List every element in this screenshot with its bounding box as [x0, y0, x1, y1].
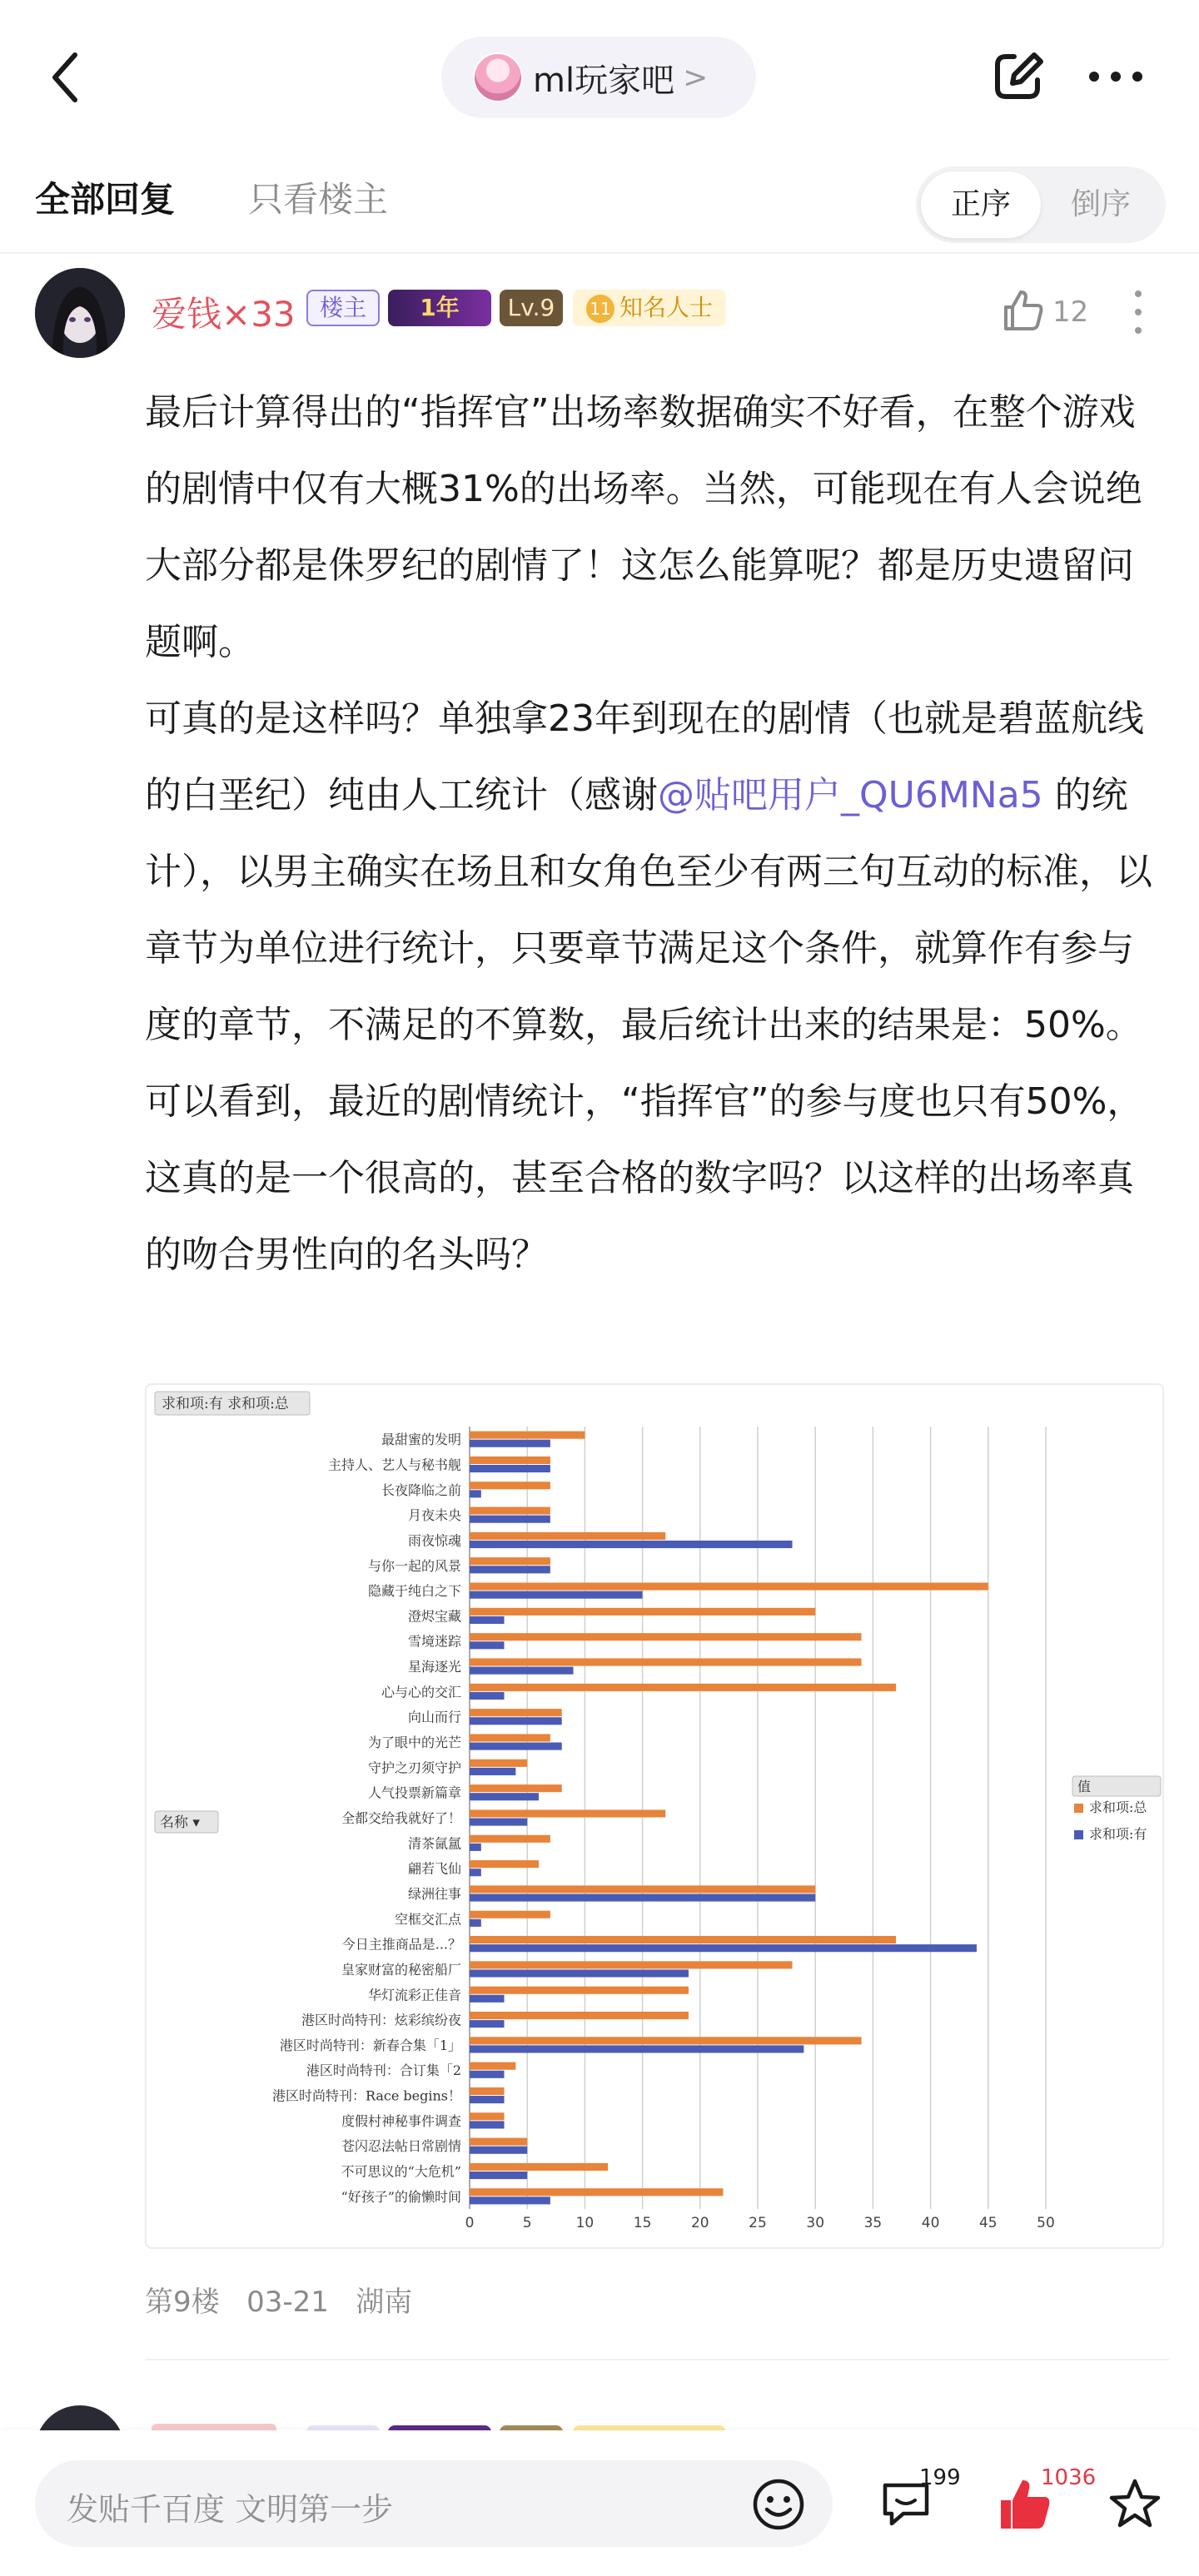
chart-bar-has	[470, 2045, 803, 2052]
chart-category-label: 苍闪忍法帖日常剧情	[341, 2138, 461, 2155]
chart-category-label: 长夜降临之前	[381, 1482, 461, 1498]
paragraph-2-text-a: 可真的是这样吗？单独拿23年到现在的剧情（也就是碧蓝航线的白垩纪）纯由人工统计（感谢	[145, 697, 1144, 816]
chart-bar-has	[470, 1667, 574, 1675]
chart-category-label: 人气投票新篇章	[367, 1784, 461, 1801]
chart-bar-total	[470, 1784, 562, 1792]
chart-x-tick: 5	[522, 2215, 532, 2231]
chart-legend-swatch	[1074, 1804, 1083, 1813]
chart-bar-total	[470, 1835, 550, 1843]
chart-bar-total	[470, 1608, 815, 1616]
divider	[0, 252, 1199, 254]
chart-category-label: 隐藏于纯白之下	[367, 1583, 461, 1600]
chart-bar-total	[470, 1961, 793, 1968]
forum-pill[interactable]	[441, 37, 756, 118]
chart-bar-has	[470, 1743, 562, 1750]
chart-category-label: 主持人、艺人与秘书舰	[327, 1457, 461, 1473]
chart-bar-total	[470, 1860, 539, 1868]
chart-category-label: “好孩子”的偷懒时间	[341, 2188, 461, 2205]
chart-x-tick: 20	[690, 2215, 709, 2231]
chart-category-label: 心与心的交汇	[381, 1684, 461, 1700]
chart-category-label: 皇家财富的秘密船厂	[341, 1961, 461, 1978]
post-body	[145, 375, 1169, 1293]
chart-x-tick: 50	[1037, 2215, 1055, 2231]
paragraph-3: 可以看到，最近的剧情统计，“指挥官”的参与度也只有50%，这真的是一个很高的，甚至合格的数字吗？以这样的出场率真的吻合男性向的名头吗？	[145, 1080, 1144, 1276]
year-badge: 1年	[388, 290, 491, 326]
chart-category-label: 雨夜惊魂	[407, 1532, 461, 1549]
chart-category-label: 守护之刃须守护	[367, 1760, 461, 1776]
chart-category-label: 向山而行	[407, 1709, 461, 1725]
floor-number: 第9楼	[145, 2286, 220, 2319]
chart-bar-has	[470, 1919, 481, 1927]
sort-toggle	[916, 166, 1166, 243]
chart-x-tick: 10	[575, 2215, 595, 2231]
divider	[145, 2359, 1169, 2360]
chart-bar-total	[470, 2062, 515, 2070]
chart-bar-has	[470, 2121, 505, 2128]
chart-filter-label: 求和项:有 求和项:总	[162, 1396, 289, 1412]
chart-x-tick: 25	[749, 2215, 767, 2231]
chart-bar-total	[470, 1532, 665, 1540]
chart-bar-has	[470, 1541, 793, 1548]
reply-tabs	[0, 154, 1199, 254]
chart-bar-has	[470, 1869, 481, 1876]
reply-placeholder: 发贴千百度 文明第一步	[67, 2491, 394, 2528]
chart-bar-total	[470, 1987, 689, 1994]
chart-category-label: 星海逐光	[407, 1659, 461, 1675]
chart-axis-field-label: 名称 ▾	[160, 1814, 200, 1831]
chart-bar-has	[470, 1465, 550, 1472]
level-badge: Lv.9	[500, 290, 563, 326]
chart-category-label: 最甜蜜的发明	[381, 1432, 461, 1448]
chart-bar-has	[470, 1616, 505, 1624]
chart-bar-has	[470, 2171, 527, 2179]
chart-bar-total	[470, 1936, 896, 1943]
star-icon[interactable]	[1107, 2477, 1162, 2532]
chart-bar-total	[470, 2087, 505, 2095]
chart-bar-has	[470, 1819, 527, 1826]
chart-bar-has	[470, 2071, 505, 2078]
chart-bar-total	[470, 1557, 550, 1565]
chart-category-label: 港区时尚特刊：炫彩缤纷夜	[301, 2012, 461, 2028]
chart-legend-title: 值	[1077, 1779, 1092, 1794]
chart-category-label: 华灯流彩正佳音	[367, 1987, 461, 2003]
reply-input[interactable]	[35, 2460, 833, 2547]
chart-bar-total	[470, 2163, 608, 2171]
chart-bar-has	[470, 1717, 562, 1725]
forum-name: ml玩家吧	[533, 61, 675, 100]
chart-x-tick: 40	[921, 2215, 940, 2231]
chart-bar-total	[470, 1684, 896, 1691]
chart-category-label: 今日主推商品是...？	[341, 1936, 461, 1953]
chart-bar-has	[470, 1440, 550, 1447]
chart-bar-total	[470, 1658, 862, 1665]
floor-info	[145, 2279, 412, 2320]
more-icon[interactable]	[1082, 60, 1149, 93]
known-badge-level: 11	[586, 295, 614, 323]
chart-bar-has	[470, 2147, 527, 2154]
chart-bar-has	[470, 1591, 643, 1599]
chart-bar-has	[470, 1490, 481, 1497]
chart-bar-total	[470, 2037, 862, 2044]
chart-bar-total	[470, 1809, 665, 1817]
chart-bar-has	[470, 2096, 505, 2103]
chart-x-tick: 15	[633, 2215, 652, 2231]
chart-bar-has	[470, 1516, 550, 1523]
post-location: 湖南	[356, 2286, 413, 2319]
chart-category-label: 澄烬宝藏	[407, 1608, 461, 1625]
like-count: 12	[1052, 295, 1089, 329]
chart-category-label: 港区时尚特刊：Race begins！	[271, 2087, 461, 2104]
chart-category-label: 全都交给我就好了！	[341, 1810, 461, 1826]
chart-bar-has	[470, 1768, 515, 1775]
chart-bar-total	[470, 1432, 585, 1439]
chart-bar-total	[470, 1885, 815, 1893]
chart-x-tick: 30	[806, 2215, 825, 2231]
chart-bar-has	[470, 1995, 505, 2003]
chart-bar-total	[470, 2138, 527, 2146]
chart-bar-total	[470, 1482, 550, 1489]
chart-bar-has	[470, 2020, 505, 2028]
chart-category-label: 空框交汇点	[394, 1911, 461, 1928]
chart-bar-total	[470, 1709, 562, 1716]
chart-bar-total	[470, 1583, 988, 1591]
user-mention-link[interactable]: @贴吧用户_QU6MNa5	[658, 774, 1043, 816]
chart-bar-has	[470, 1793, 539, 1800]
chart-legend-label: 求和项:有	[1089, 1826, 1147, 1842]
chart-category-label: 不可思议的“大危机”	[341, 2163, 461, 2180]
chart-bar-total	[470, 2112, 505, 2120]
chart-bar-total	[470, 1633, 862, 1640]
like-total-count: 1036	[1041, 2465, 1097, 2490]
chart-bar-total	[470, 2188, 723, 2196]
emoji-icon[interactable]	[751, 2477, 806, 2532]
paragraph-2-text-b: 的统计），以男主确实在场且和女角色至少有两三句互动的标准，以章节为单位进行统计，只要章节满足这个条件，就算作有参与度的章节，不满足的不算数，最后统计出来的结果是：50%。	[145, 774, 1152, 1046]
chart-bar-has	[470, 1944, 977, 1952]
chart-bar-has	[470, 1969, 689, 1977]
chevron-right-icon: >	[683, 60, 709, 95]
tab-all-replies[interactable]: 全部回复	[35, 179, 176, 220]
sort-desc-button[interactable]: 倒序	[1070, 187, 1131, 221]
chart-bar-has	[470, 1844, 481, 1851]
chart-bar-total	[470, 2012, 689, 2019]
edit-icon[interactable]	[989, 47, 1047, 105]
chart-x-tick: 35	[863, 2215, 883, 2231]
bar-chart	[147, 1385, 1166, 2251]
chart-category-label: 雪境迷踪	[407, 1633, 461, 1650]
chart-category-label: 翩若飞仙	[407, 1860, 461, 1877]
top-bar	[0, 0, 1199, 154]
known-badge	[573, 290, 726, 326]
chart-x-tick: 45	[978, 2215, 998, 2231]
chart-category-label: 月夜未央	[407, 1507, 461, 1524]
paragraph-2	[145, 681, 1169, 1064]
chart-bar-total	[470, 1734, 550, 1741]
username[interactable]: 爱钱×33	[152, 294, 296, 335]
chart-bar-total	[470, 1760, 527, 1767]
chart-bar-total	[470, 1457, 550, 1464]
chart-category-label: 港区时尚特刊：新春合集「1」	[279, 2037, 461, 2053]
chart-category-label: 绿洲往事	[407, 1885, 461, 1902]
owner-badge: 楼主	[306, 290, 380, 326]
chart-bar-has	[470, 2196, 550, 2204]
chart-bar-has	[470, 1894, 815, 1901]
thumbs-up-icon[interactable]	[999, 287, 1046, 334]
chart-category-label: 港区时尚特刊：合订集「2	[306, 2062, 461, 2079]
post-date: 03-21	[246, 2286, 329, 2319]
chart-legend-label: 求和项:总	[1089, 1799, 1147, 1815]
chart-bar-has	[470, 1692, 505, 1700]
chart-bar-has	[470, 1641, 505, 1649]
chart-bar-has	[470, 1566, 550, 1573]
bottom-bar	[0, 2430, 1199, 2576]
chart-legend-swatch	[1074, 1830, 1083, 1839]
known-badge-label: 知名人士	[619, 294, 713, 321]
chart-category-label: 清茶氤氲	[407, 1835, 461, 1852]
sort-asc-button[interactable]: 正序	[921, 171, 1041, 238]
avatar[interactable]	[35, 268, 125, 358]
chart-bar-total	[470, 1507, 550, 1515]
comment-count: 199	[919, 2465, 961, 2490]
chart-category-label: 度假村神秘事件调查	[341, 2112, 461, 2129]
back-arrow-icon[interactable]	[48, 48, 82, 107]
chart-x-tick: 0	[465, 2215, 475, 2231]
chart-bar-total	[470, 1911, 550, 1918]
chart-category-label: 与你一起的风景	[367, 1557, 461, 1574]
paragraph-1: 最后计算得出的“指挥官”出场率数据确实不好看，在整个游戏的剧情中仅有大概31%的出场率。当然，可能现在有人会说绝大部分都是侏罗纪的剧情了！这怎么能算呢？都是历史遗留问题啊。	[145, 391, 1142, 663]
forum-avatar	[473, 52, 523, 102]
chart-category-label: 为了眼中的光芒	[367, 1735, 461, 1751]
kebab-menu-icon[interactable]	[1132, 287, 1144, 337]
chart-image[interactable]	[145, 1383, 1164, 2249]
tab-owner-only[interactable]: 只看楼主	[248, 179, 389, 220]
